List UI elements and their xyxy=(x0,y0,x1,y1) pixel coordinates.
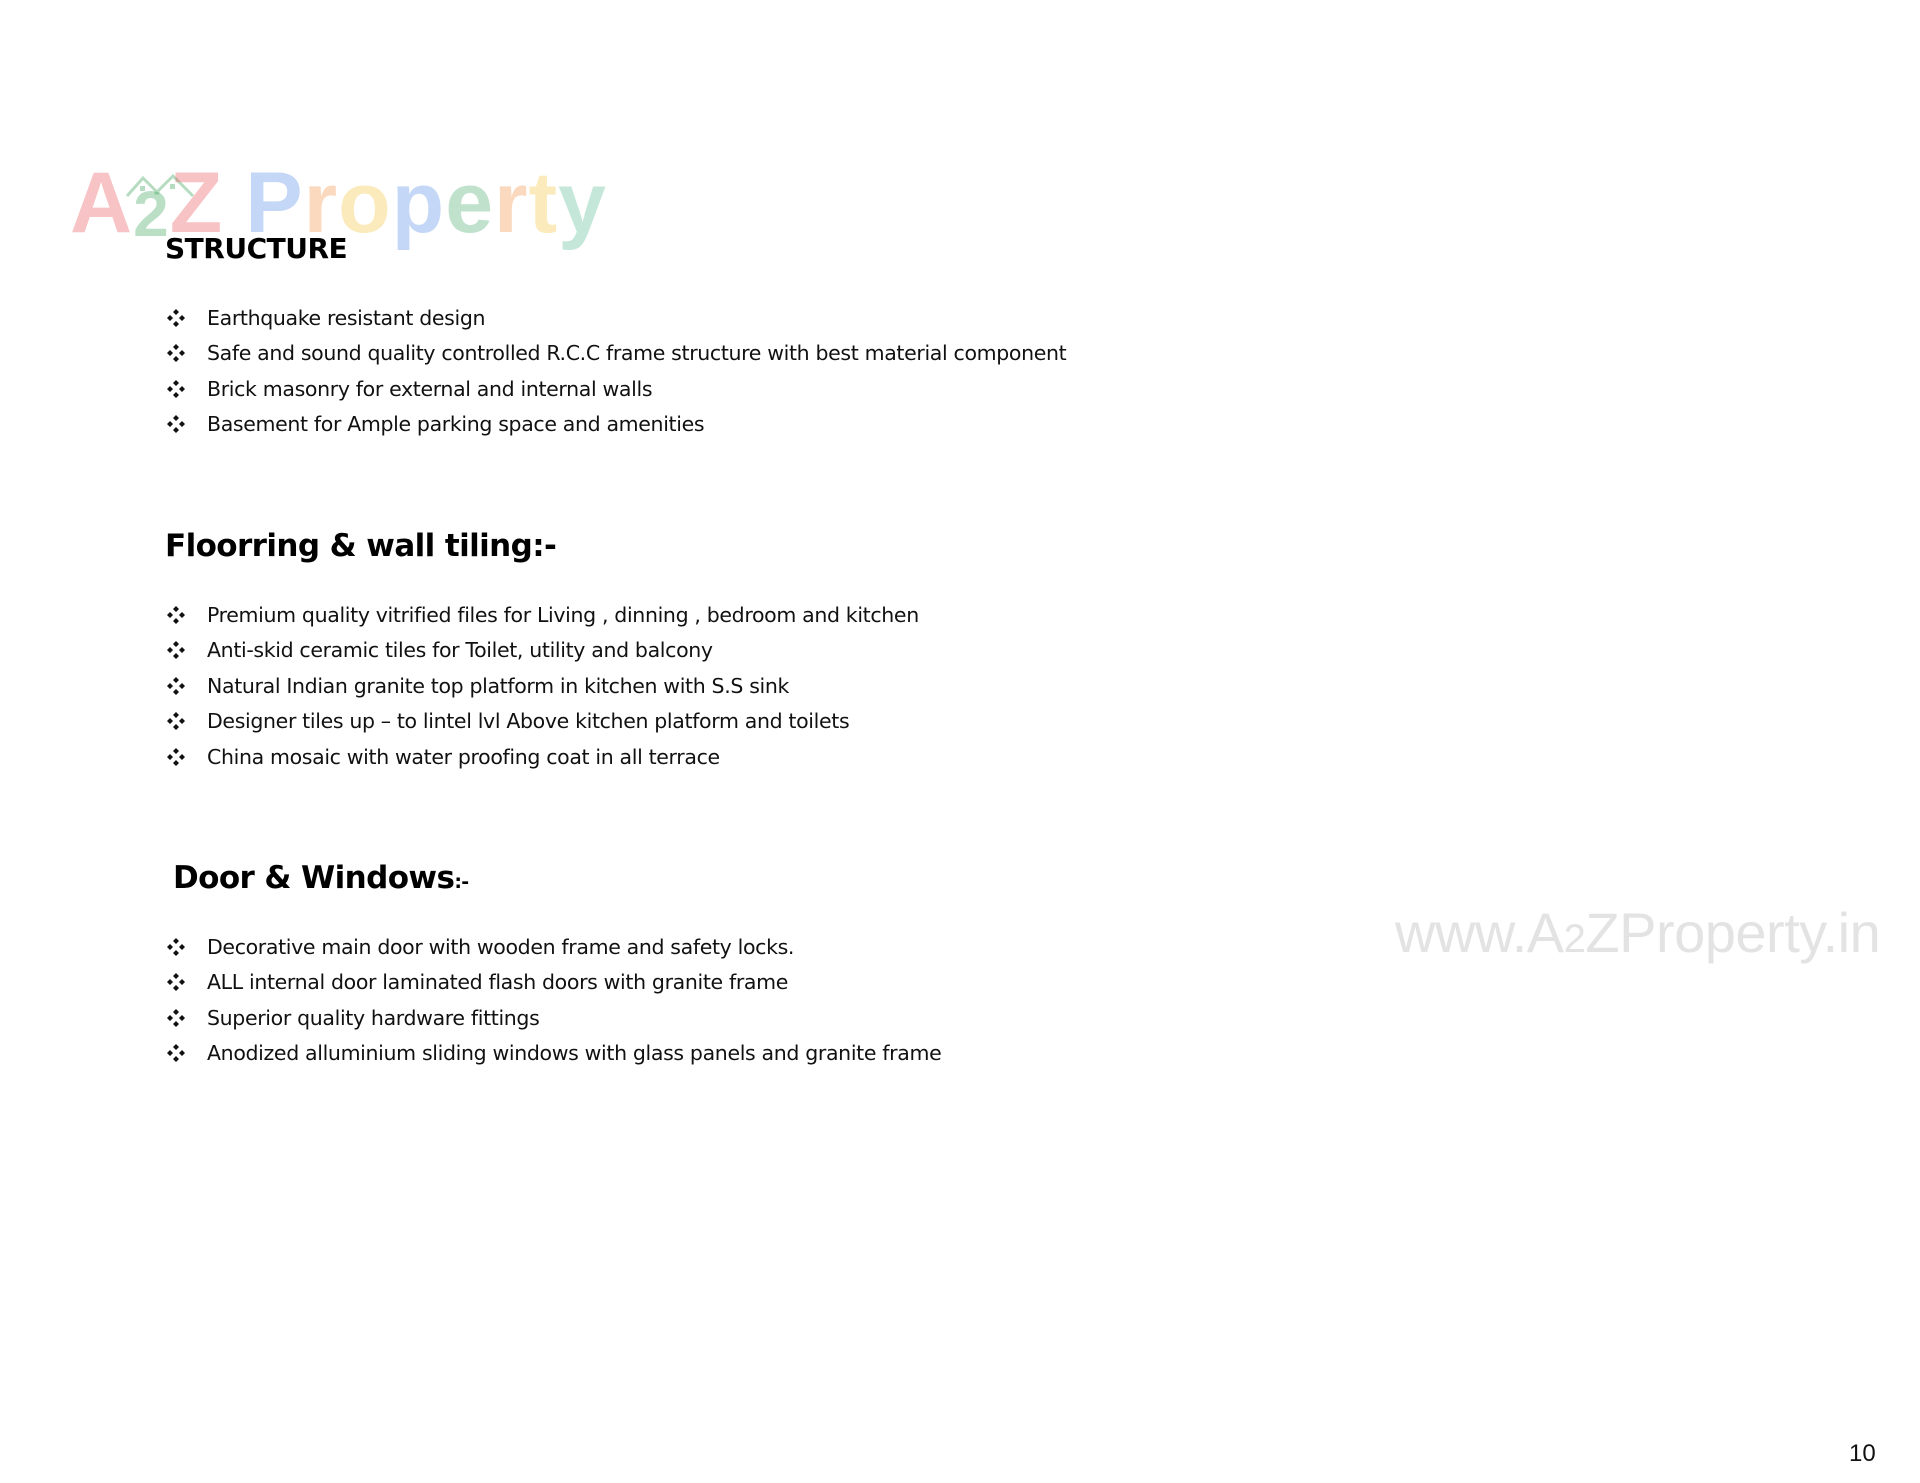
watermark-url xyxy=(1395,900,1880,965)
logo-letter: A xyxy=(70,155,134,251)
section-heading-door-windows xyxy=(173,860,469,896)
four-diamond-bullet-icon xyxy=(166,379,186,399)
four-diamond-bullet-icon xyxy=(166,640,186,660)
logo-letter: o xyxy=(338,155,392,251)
four-diamond-bullet-icon xyxy=(166,937,186,957)
four-diamond-bullet-icon xyxy=(166,343,186,363)
list-item xyxy=(166,929,941,965)
four-diamond-bullet-icon xyxy=(166,747,186,767)
list-item-text: Anti-skid ceramic tiles for Toilet, utility and balcony xyxy=(207,638,713,663)
watermark-url-suffix: ZProperty.in xyxy=(1585,901,1881,964)
list-item-text: Basement for Ample parking space and amenities xyxy=(207,412,705,437)
list-item xyxy=(166,597,919,633)
list-item xyxy=(166,371,1066,407)
list-item-text: Designer tiles up – to lintel lvl Above kitchen platform and toilets xyxy=(207,709,850,734)
section-heading-suffix: :- xyxy=(454,871,469,893)
four-diamond-bullet-icon xyxy=(166,414,186,434)
section-heading-structure: STRUCTURE xyxy=(165,232,348,265)
list-item xyxy=(166,965,941,1001)
list-item-text: Natural Indian granite top platform in kitchen with S.S sink xyxy=(207,673,790,698)
four-diamond-bullet-icon xyxy=(166,711,186,731)
list-item-text: Brick masonry for external and internal walls xyxy=(207,376,653,401)
logo-letter: P xyxy=(245,155,304,251)
logo-letter: r xyxy=(303,155,339,251)
list-item xyxy=(166,633,919,669)
four-diamond-bullet-icon xyxy=(166,1043,186,1063)
list-item xyxy=(166,300,1066,336)
section-heading-flooring: Floorring & wall tiling:- xyxy=(165,528,557,564)
list-item-text: ALL internal door laminated flash doors with granite frame xyxy=(207,970,788,995)
logo-letter: Z xyxy=(169,155,224,251)
logo-letter: r xyxy=(494,155,529,251)
list-item xyxy=(166,739,919,775)
four-diamond-bullet-icon xyxy=(166,972,186,992)
logo-letter: p xyxy=(391,155,446,251)
logo-letter: e xyxy=(445,155,495,251)
list-item-text: Premium quality vitrified files for Living , dinning , bedroom and kitchen xyxy=(207,602,919,627)
structure-list xyxy=(166,300,1066,442)
list-item-text: Decorative main door with wooden frame and safety locks. xyxy=(207,934,795,959)
list-item-text: Earthquake resistant design xyxy=(207,305,486,330)
logo-letter: 2 xyxy=(133,178,170,250)
page-number: 10 xyxy=(1849,1440,1876,1467)
four-diamond-bullet-icon xyxy=(166,1008,186,1028)
four-diamond-bullet-icon xyxy=(166,676,186,696)
list-item-text: Superior quality hardware fittings xyxy=(207,1005,540,1030)
list-item xyxy=(166,1036,941,1072)
list-item xyxy=(166,336,1066,372)
four-diamond-bullet-icon xyxy=(166,605,186,625)
list-item-text: Safe and sound quality controlled R.C.C frame structure with best material component xyxy=(207,341,1067,366)
list-item xyxy=(166,407,1066,443)
list-item xyxy=(166,704,919,740)
door-windows-list xyxy=(166,929,941,1071)
logo-letter: y xyxy=(558,155,607,251)
watermark-url-prefix: www.A xyxy=(1395,901,1564,964)
flooring-list xyxy=(166,597,919,775)
section-heading-text: Door & Windows xyxy=(173,860,455,896)
list-item-text: China mosaic with water proofing coat in all terrace xyxy=(207,744,720,769)
list-item-text: Anodized alluminium sliding windows with glass panels and granite frame xyxy=(207,1041,942,1066)
list-item xyxy=(166,1000,941,1036)
list-item xyxy=(166,668,919,704)
watermark-url-two: 2 xyxy=(1563,917,1586,961)
four-diamond-bullet-icon xyxy=(166,308,186,328)
logo-letter: t xyxy=(528,155,559,251)
